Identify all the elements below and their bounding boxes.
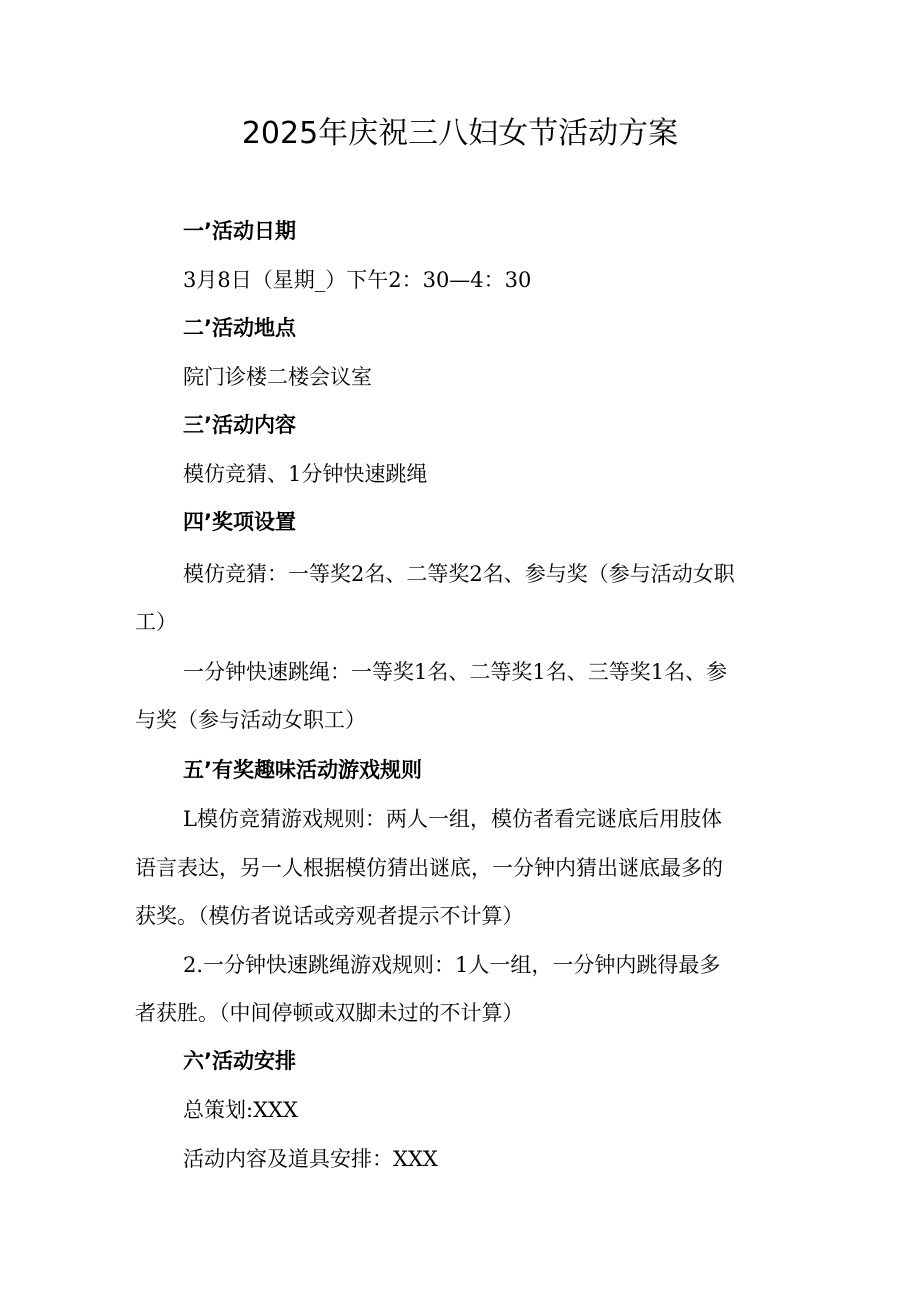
paragraph-line: 模仿竞猜：一等奖2名、二等奖2名、参与奖（参与活动女职 [183,562,735,586]
paragraph-line: 获奖。（模仿者说话或旁观者提示不计算） [135,904,524,928]
paragraph-line: 工） [135,610,177,634]
section-heading-date: 一’活动日期 [183,219,296,243]
section-heading-location: 二’活动地点 [183,316,296,340]
section-text-content: 模仿竞猜、1分钟快速跳绳 [183,462,428,486]
paragraph-line: 2.一分钟快速跳绳游戏规则：1人一组，一分钟内跳得最多 [183,953,721,977]
paragraph-line: 与奖（参与活动女职工） [135,708,366,732]
paragraph-line: L模仿竞猜游戏规则：两人一组，模仿者看完谜底后用肢体 [183,807,722,831]
section-text-location: 院门诊楼二楼会议室 [183,365,372,389]
section-text-props: 活动内容及道具安排：XXX [183,1147,438,1171]
section-text-date: 3月8日（星期_）下午2：30—4：30 [183,268,532,292]
paragraph-line: 者获胜。（中间停顿或双脚未过的不计算） [135,1001,524,1025]
section-heading-rules: 五’有奖趣味活动游戏规则 [183,758,422,782]
document-title: 2025年庆祝三八妇女节活动方案 [241,116,679,151]
section-heading-awards: 四’奖项设置 [183,510,296,534]
paragraph-line: 一分钟快速跳绳：一等奖1名、二等奖1名、三等奖1名、参 [183,660,728,684]
paragraph-line: 语言表达，另一人根据模仿猜出谜底，一分钟内猜出谜底最多的 [135,856,723,880]
section-heading-content: 三’活动内容 [183,413,296,437]
section-text-planner: 总策划:XXX [183,1098,298,1122]
section-heading-arrangement: 六’活动安排 [183,1049,296,1073]
